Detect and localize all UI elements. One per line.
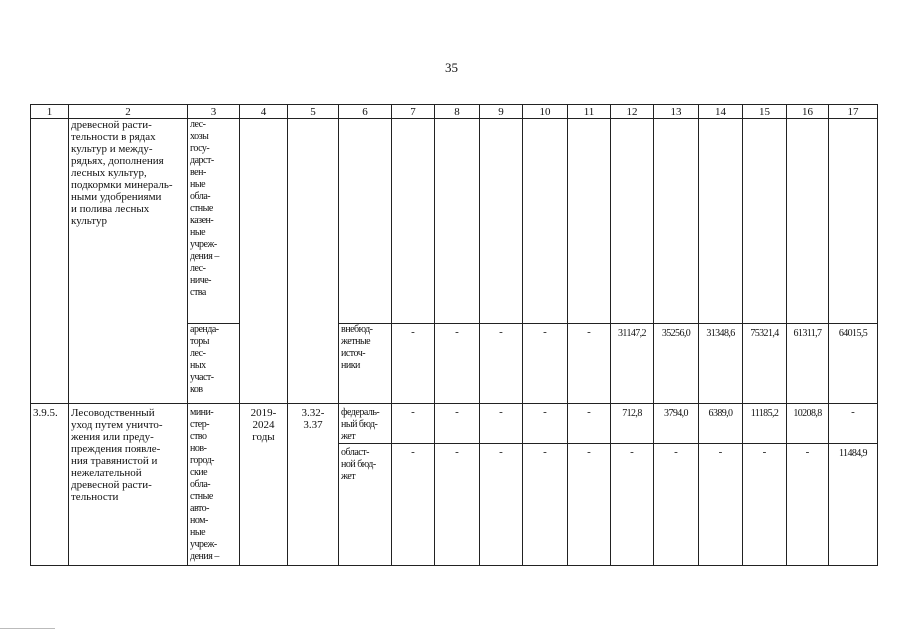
value-cell: - bbox=[568, 444, 611, 566]
value-cell: - bbox=[829, 404, 878, 444]
page-number: 35 bbox=[445, 60, 458, 75]
column-number-header: 3 bbox=[188, 105, 240, 119]
value-cell: - bbox=[480, 324, 523, 404]
column-number-header: 7 bbox=[392, 105, 435, 119]
cell-empty bbox=[699, 119, 743, 324]
cell-indicator bbox=[288, 404, 339, 566]
value-cell: - bbox=[787, 444, 829, 566]
column-number-header: 13 bbox=[654, 105, 699, 119]
value-cell: 31348,6 bbox=[699, 324, 743, 404]
cell-empty bbox=[611, 119, 654, 324]
value-cell: - bbox=[480, 404, 523, 444]
value-cell: 35256,0 bbox=[654, 324, 699, 404]
column-number-header: 4 bbox=[240, 105, 288, 119]
value-cell: - bbox=[392, 444, 435, 566]
column-number-header: 12 bbox=[611, 105, 654, 119]
executor-text: лес- хозы госу- дарст- вен- ные обла- стные казен- ные учреж- дения – лес- ниче- ства bbox=[190, 119, 219, 298]
source-text: федераль- ный бюд- жет bbox=[341, 407, 380, 442]
column-number-header: 1 bbox=[31, 105, 69, 119]
value-cell: 75321,4 bbox=[743, 324, 787, 404]
column-number-header: 14 bbox=[699, 105, 743, 119]
cell-period bbox=[240, 404, 288, 566]
cell-executor bbox=[188, 119, 240, 324]
value-cell: 10208,8 bbox=[787, 404, 829, 444]
column-number-header: 15 bbox=[743, 105, 787, 119]
value-cell: 6389,0 bbox=[699, 404, 743, 444]
cell-empty bbox=[654, 119, 699, 324]
value-cell: 712,8 bbox=[611, 404, 654, 444]
cell-empty bbox=[787, 119, 829, 324]
column-number-header: 6 bbox=[339, 105, 392, 119]
cell-period bbox=[240, 119, 288, 404]
value-cell: - bbox=[699, 444, 743, 566]
value-cell: 64015,5 bbox=[829, 324, 878, 404]
value-cell: - bbox=[654, 444, 699, 566]
value-cell: - bbox=[435, 324, 480, 404]
cell-empty bbox=[829, 119, 878, 324]
indicator-text: 3.32- 3.37 bbox=[301, 407, 325, 431]
value-cell: - bbox=[523, 444, 568, 566]
table-row bbox=[31, 404, 878, 444]
cell-source bbox=[339, 324, 392, 404]
column-number-header: 2 bbox=[69, 105, 188, 119]
value-cell: - bbox=[611, 444, 654, 566]
executor-text: аренда- торы лес- ных участ- ков bbox=[190, 324, 219, 395]
column-number-header: 17 bbox=[829, 105, 878, 119]
value-cell: - bbox=[568, 404, 611, 444]
cell-indicator bbox=[288, 119, 339, 404]
value-cell: - bbox=[392, 324, 435, 404]
cell-empty bbox=[523, 119, 568, 324]
executor-text-2: нов- город- ские обла- стные авто- ном- ные учреж- дения – bbox=[190, 443, 219, 562]
value-cell: - bbox=[743, 444, 787, 566]
value-cell: - bbox=[523, 404, 568, 444]
value-cell: - bbox=[392, 404, 435, 444]
column-number-header: 16 bbox=[787, 105, 829, 119]
footer-divider bbox=[0, 628, 55, 629]
value-cell: 11185,2 bbox=[743, 404, 787, 444]
budget-table bbox=[30, 104, 878, 566]
cell-source bbox=[339, 444, 392, 566]
cell-activity-description bbox=[69, 119, 188, 404]
column-number-header: 10 bbox=[523, 105, 568, 119]
activity-text: Лесоводственный уход путем уничто- жения или преду- преждения появле- ния травянистой и нежелательной древесной расти- тельности bbox=[71, 407, 163, 503]
cell-source bbox=[339, 119, 392, 324]
value-cell: - bbox=[568, 324, 611, 404]
value-cell: 11484,9 bbox=[829, 444, 878, 566]
activity-text: древесной расти- тельности в рядах культур и междy- рядьях, дополнения лесных культур, подкормки минераль- ными удобрениями и полива лесных культур bbox=[71, 119, 173, 227]
source-text: внебюд- жетные источ- ники bbox=[341, 324, 373, 371]
value-cell: 61311,7 bbox=[787, 324, 829, 404]
cell-empty bbox=[392, 119, 435, 324]
item-number-text: 3.9.5. bbox=[33, 407, 58, 419]
period-text: 2019- 2024 годы bbox=[250, 407, 277, 443]
cell-empty bbox=[743, 119, 787, 324]
cell-empty bbox=[435, 119, 480, 324]
cell-executor bbox=[188, 404, 240, 566]
table-row bbox=[31, 119, 878, 324]
value-cell: 31147,2 bbox=[611, 324, 654, 404]
value-cell: - bbox=[435, 404, 480, 444]
cell-activity-description bbox=[69, 404, 188, 566]
column-number-header: 9 bbox=[480, 105, 523, 119]
value-cell: 3794,0 bbox=[654, 404, 699, 444]
cell-empty bbox=[568, 119, 611, 324]
column-number-header: 5 bbox=[288, 105, 339, 119]
executor-text: мини- стер- ство bbox=[190, 407, 214, 442]
value-cell: - bbox=[435, 444, 480, 566]
cell-item-number bbox=[31, 404, 69, 566]
column-number-header: 8 bbox=[435, 105, 480, 119]
column-number-header: 11 bbox=[568, 105, 611, 119]
source-text: област- ной бюд- жет bbox=[341, 447, 376, 482]
cell-item-number bbox=[31, 119, 69, 404]
value-cell: - bbox=[480, 444, 523, 566]
value-cell: - bbox=[523, 324, 568, 404]
cell-executor bbox=[188, 324, 240, 404]
column-number-row bbox=[31, 105, 878, 119]
cell-source bbox=[339, 404, 392, 444]
cell-empty bbox=[480, 119, 523, 324]
